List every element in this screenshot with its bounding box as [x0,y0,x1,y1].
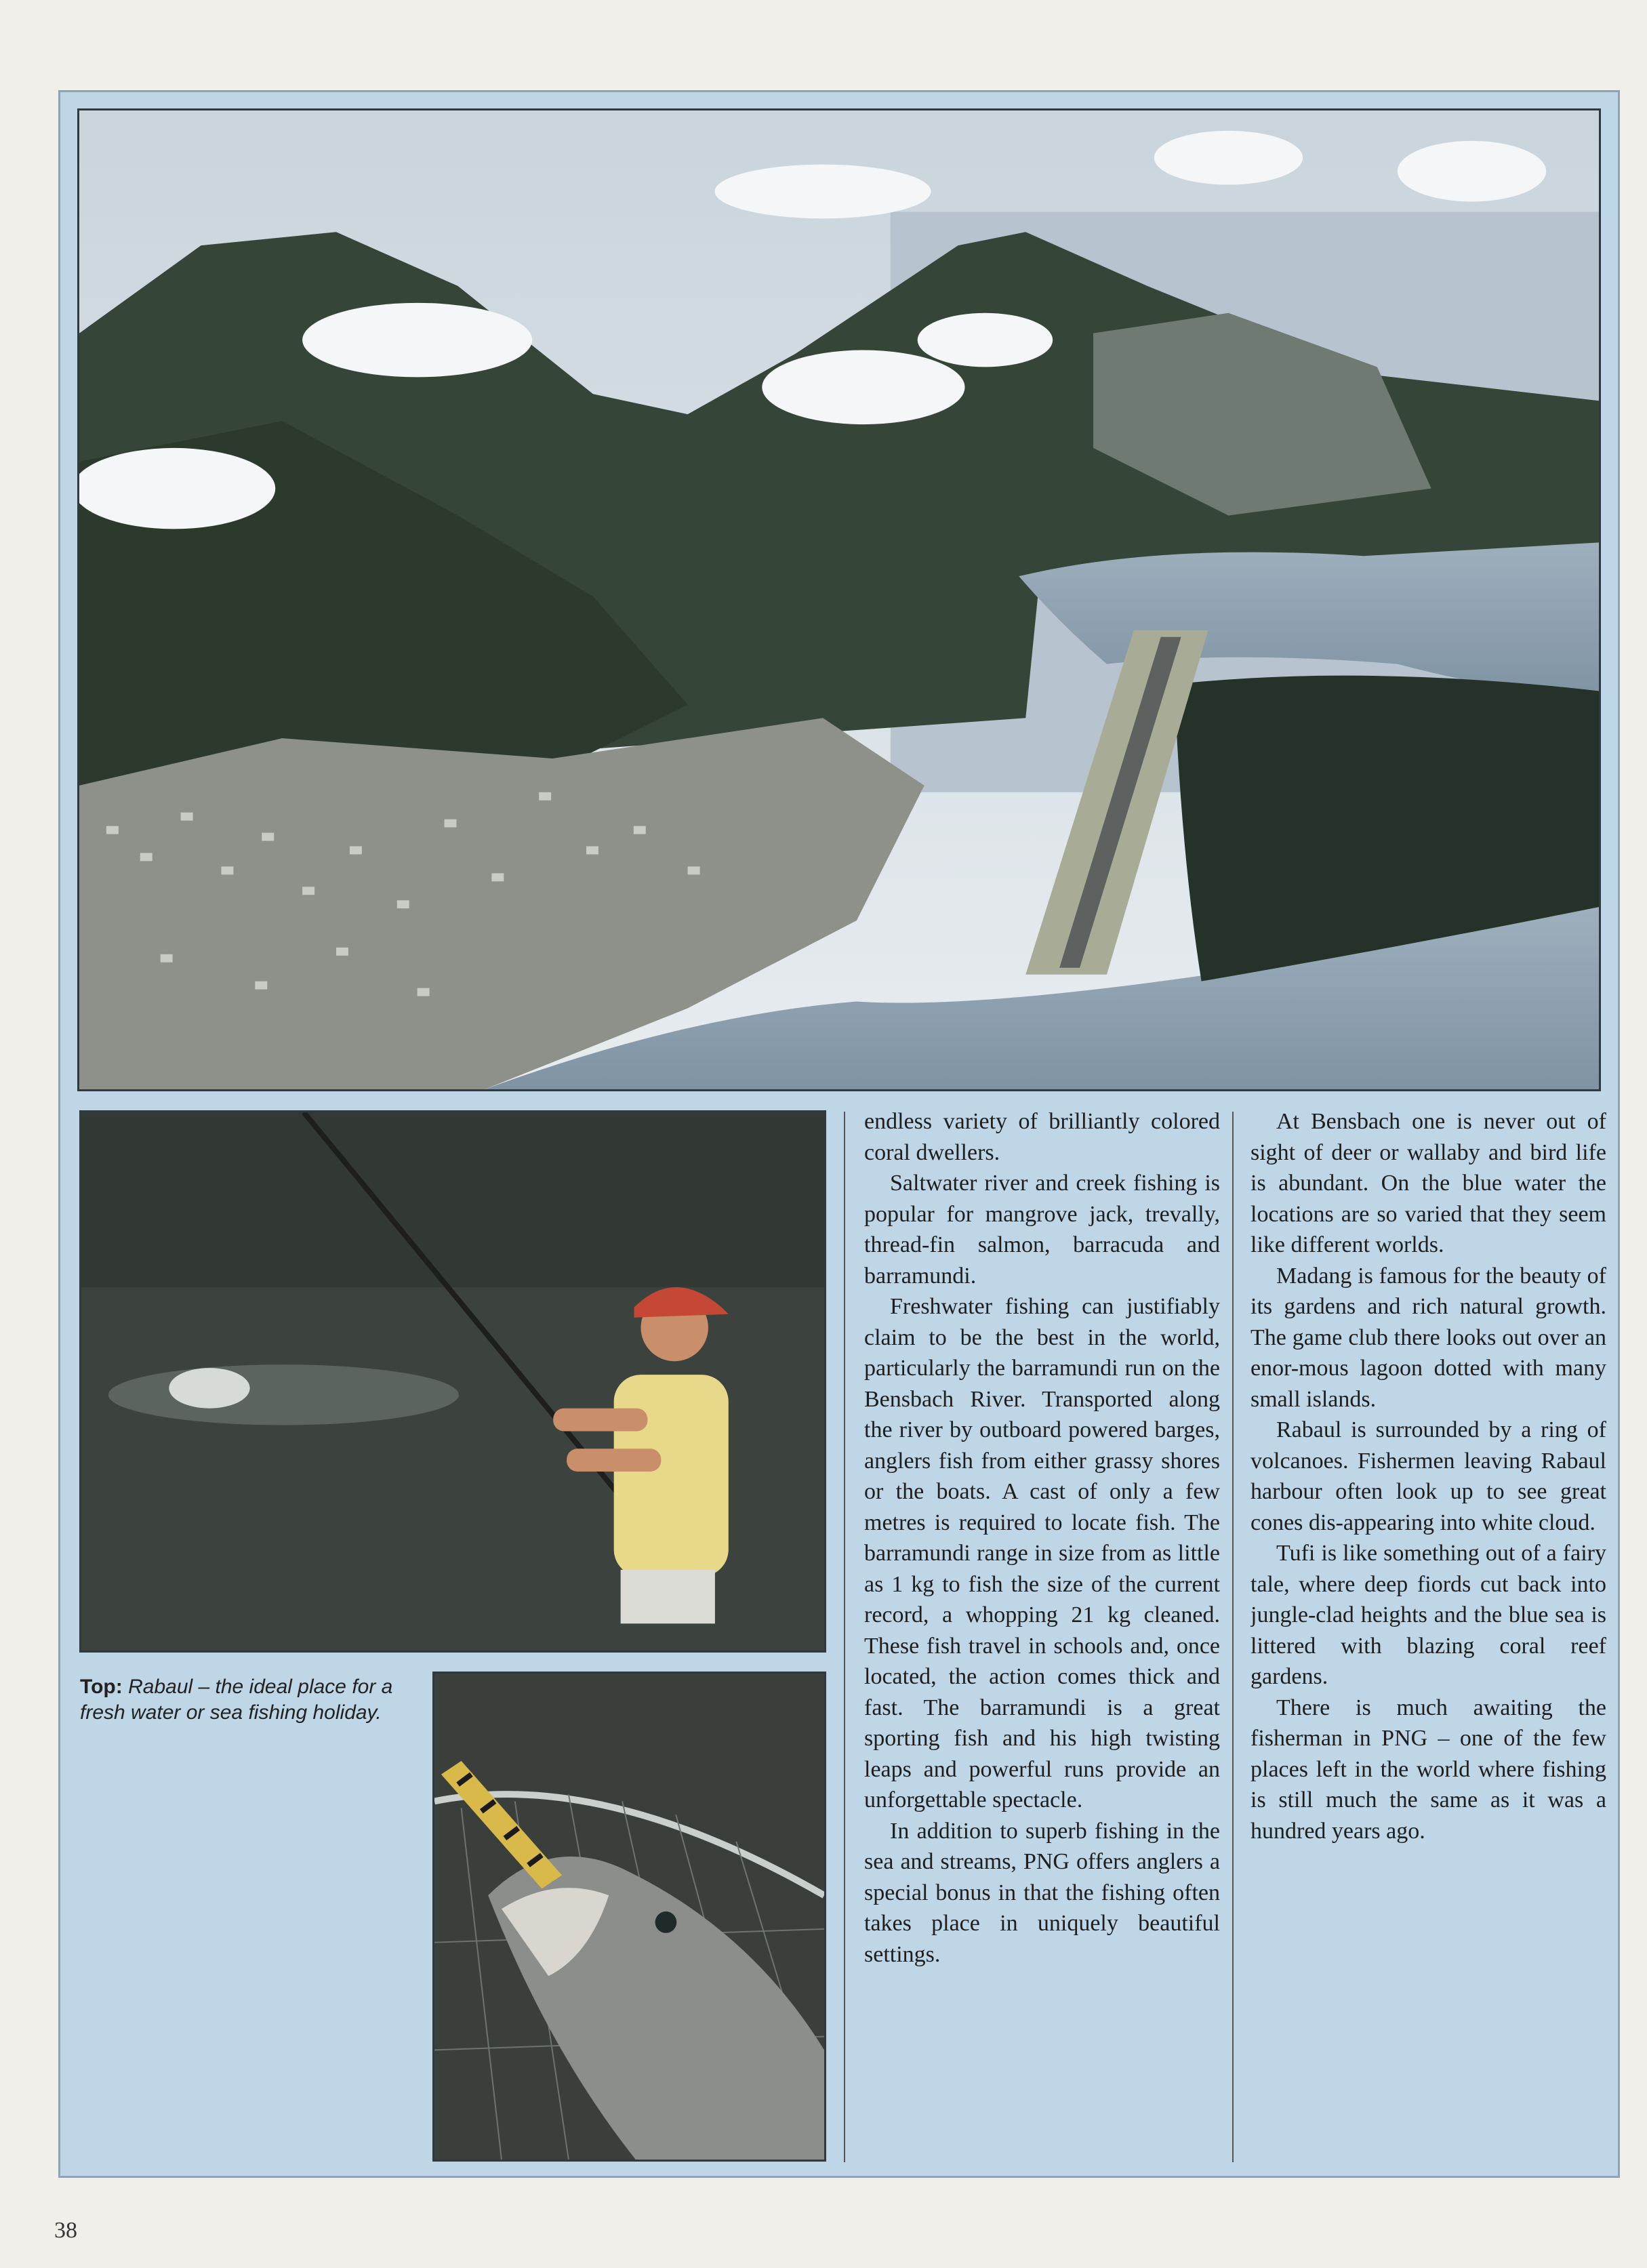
column1-paragraph: endless variety of brilliantly colored coral dwellers. [864,1109,1220,1165]
article-column-1 [864,1106,1220,2164]
column2-paragraph: At Bensbach one is never out of sight of deer or wallaby and bird life is abundant. On the blue water the locations are so varied that they seem like different worlds. [1250,1109,1606,1257]
caption-label: Top: [80,1676,123,1698]
aerial-photo-illustration [79,110,1599,1089]
column-divider [1232,1112,1234,2162]
barramundi-photo [432,1672,826,2162]
article-column-2 [1250,1106,1606,2164]
caption-text: Rabaul – the ideal place for a fresh water or sea fishing holiday. [80,1676,393,1724]
fisherman-photo [79,1110,826,1653]
column1-paragraph: Saltwater river and creek fishing is popular for mangrove jack, trevally, thread-fin salmon, barracuda and barramundi. [864,1171,1220,1289]
aerial-photo-rabaul [77,108,1601,1091]
column-divider [844,1112,845,2162]
column2-paragraph: Tufi is like something out of a fairy tale, where deep fiords cut back into jungle-clad heights and the blue sea is littered with blazing coral reef gardens. [1250,1541,1606,1689]
fisherman-illustration [81,1112,824,1651]
column2-paragraph: Rabaul is surrounded by a ring of volcanoes. Fishermen leaving Rabaul harbour often look up to see great cones dis-appearing into white cloud. [1250,1417,1606,1535]
photo-caption [80,1674,432,1726]
barramundi-illustration [434,1674,824,2160]
column1-paragraph: In addition to superb fishing in the sea and streams, PNG offers anglers a special bonus in that the fishing often takes place in uniquely beautiful settings. [864,1818,1220,1967]
column2-paragraph: There is much awaiting the fisherman in PNG – one of the few places left in the world where fishing is still much the same as it was a hundred years ago. [1250,1695,1606,1844]
page-number: 38 [54,2218,77,2243]
column2-paragraph: Madang is famous for the beauty of its gardens and rich natural growth. The game club there looks out over an enor-mous lagoon dotted with many small islands. [1250,1263,1606,1412]
column1-paragraph: Freshwater fishing can justifiably claim to be the best in the world, particularly the barramundi run on the Bensbach River. Transported along the river by outboard powered barges, anglers fish from either grassy shores or the boats. A cast of only a few metres is required to locate fish. The barramundi range in size from as little as 1 kg to fish the size of the current record, a whopping 21 kg cleaned. These fish travel in schools and, once located, the action comes thick and fast. The barramundi is a great sporting fish and his high twisting leaps and powerful runs provide an unforgettable spectacle. [864,1294,1220,1813]
